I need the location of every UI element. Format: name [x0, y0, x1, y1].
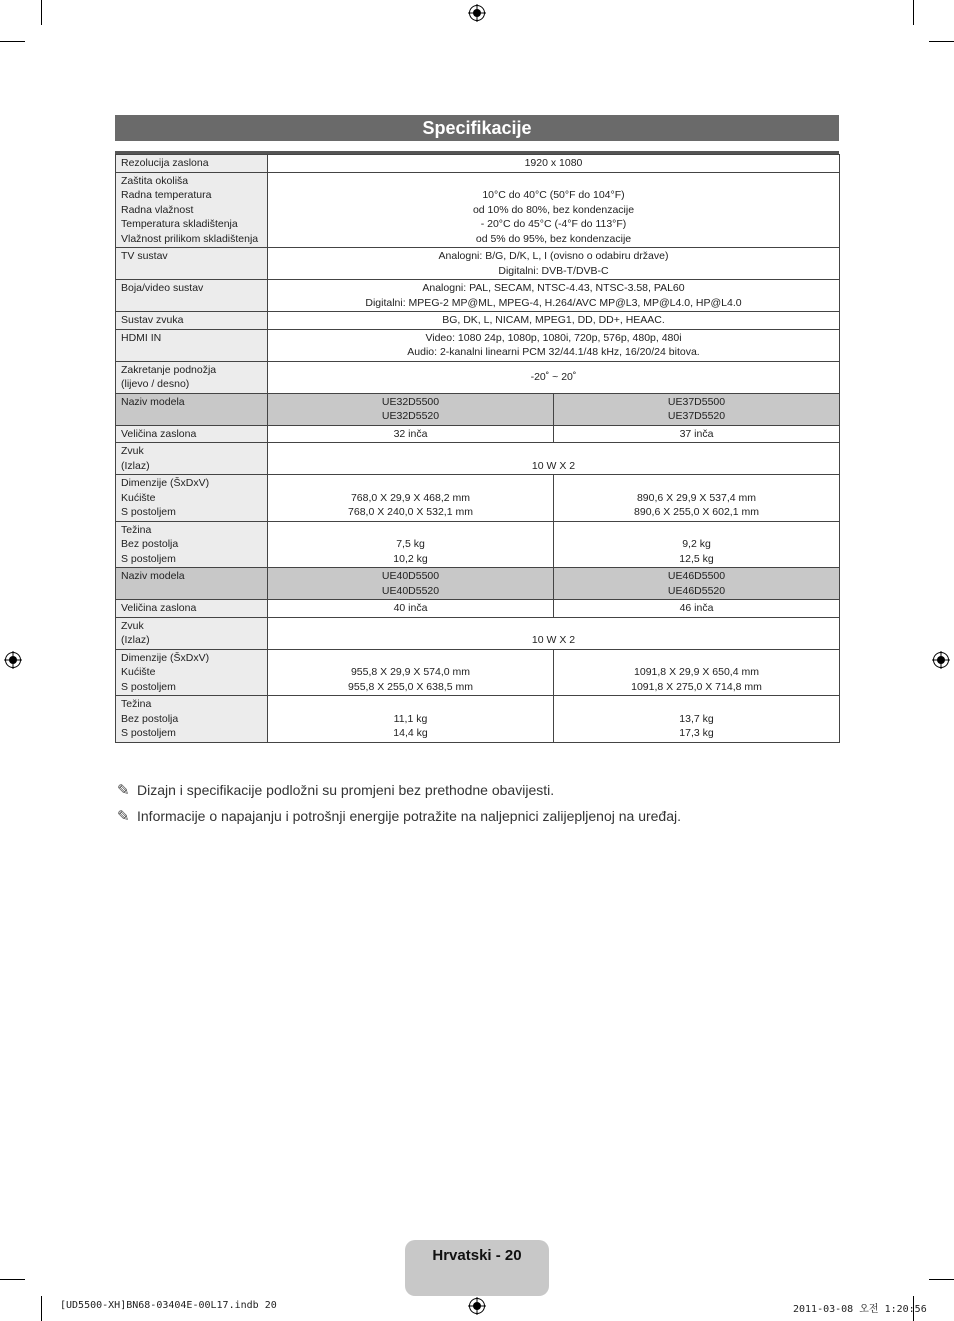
screen-size: [554, 600, 840, 618]
page-number-tab: [405, 1240, 549, 1296]
cell-line: 13,7 kg: [679, 712, 714, 725]
crop-mark: [929, 1279, 954, 1280]
table-row: [116, 649, 840, 696]
model-name: [554, 393, 840, 425]
cell-line: 955,8 X 255,0 X 638,5 mm: [348, 680, 473, 693]
cell-line: TV sustav: [121, 250, 168, 262]
weight: [554, 696, 840, 743]
cell-line: Veličina zaslona: [121, 602, 197, 614]
cell-line: Analogni: PAL, SECAM, NTSC-4.43, NTSC-3.58, PAL60: [422, 282, 685, 294]
cell-line: Video: 1080 24p, 1080p, 1080i, 720p, 576p, 480p, 480i: [425, 331, 682, 344]
row-label: [116, 280, 268, 312]
model-name: [268, 568, 554, 600]
registration-mark-icon: [932, 651, 950, 669]
cell-line: 10 W X 2: [531, 459, 576, 472]
registration-mark-icon: [468, 4, 486, 22]
table-row: [116, 280, 840, 312]
table-row: [116, 329, 840, 361]
row-label: [116, 568, 268, 600]
cell-line: Analogni: B/G, D/K, L, I (ovisno o odabiru države): [438, 250, 669, 262]
row-value: [268, 280, 840, 312]
sound-output: [268, 443, 840, 475]
dimensions: [268, 475, 554, 522]
cell-line: od 5% do 95%, bez kondenzacije: [475, 232, 632, 245]
cell-line: UE40D5500: [381, 570, 440, 582]
row-label: [116, 649, 268, 696]
cell-line: (Izlaz): [121, 459, 150, 472]
cell-line: Bez postolja: [121, 712, 179, 725]
cell-line: 955,8 X 29,9 X 574,0 mm: [350, 666, 471, 678]
crop-mark: [913, 0, 914, 25]
row-value: [268, 361, 840, 393]
table-row: [116, 475, 840, 522]
table-row: [116, 172, 840, 248]
cell-line: (lijevo / desno): [121, 378, 190, 390]
note-2: [117, 807, 681, 825]
cell-line: 10 W X 2: [531, 634, 576, 646]
cell-line: Rezolucija zaslona: [121, 157, 209, 169]
crop-mark: [0, 41, 25, 42]
cell-line: S postoljem: [121, 552, 176, 565]
cell-line: Veličina zaslona: [121, 427, 197, 440]
pencil-note-icon: ✎: [117, 782, 130, 799]
cell-line: Digitalni: DVB-T/DVB-C: [498, 264, 609, 277]
row-label: [116, 155, 268, 173]
dimensions: [554, 649, 840, 696]
cell-line: HDMI IN: [121, 331, 162, 344]
cell-line: 10°C do 40°C (50°F do 104°F): [482, 189, 625, 201]
row-label: [116, 393, 268, 425]
cell-line: Dimenzije (ŠxDxV): [121, 651, 210, 664]
cell-line: 10,2 kg: [393, 552, 428, 565]
cell-line: 37 inča: [679, 427, 714, 440]
cell-line: UE37D5500: [667, 395, 726, 408]
page-title: Specifikacije: [115, 115, 839, 141]
crop-mark: [929, 41, 954, 42]
pencil-note-icon: ✎: [117, 808, 130, 825]
cell-line: Zakretanje podnožja: [121, 363, 217, 376]
row-label: [116, 248, 268, 280]
cell-line: 40 inča: [393, 602, 428, 614]
sound-output: [268, 617, 840, 649]
screen-size: [268, 600, 554, 618]
cell-line: UE46D5520: [667, 584, 726, 597]
cell-line: Kućište: [121, 491, 156, 504]
registration-mark-icon: [4, 651, 22, 669]
table-row-model: [116, 393, 840, 425]
table-row: [116, 312, 840, 330]
row-label: [116, 475, 268, 522]
cell-line: - 20°C do 45°C (-4°F do 113°F): [480, 218, 627, 230]
spec-table: [115, 154, 840, 743]
row-value: [268, 329, 840, 361]
cell-line: Vlažnost prilikom skladištenja: [121, 232, 259, 245]
cell-line: (Izlaz): [121, 634, 150, 646]
cell-line: 890,6 X 255,0 X 602,1 mm: [634, 506, 759, 518]
model-name: [268, 393, 554, 425]
table-row: [116, 361, 840, 393]
cell-line: 14,4 kg: [393, 727, 428, 739]
cell-line: 1920 x 1080: [524, 157, 583, 169]
page-number: Hrvatski - 20: [432, 1247, 522, 1264]
slug-right: 2011-03-08 오전 1:20:56: [793, 1304, 927, 1315]
crop-mark: [0, 1279, 25, 1280]
row-label: [116, 443, 268, 475]
table-row: [116, 696, 840, 743]
note-text: Dizajn i specifikacije podložni su promjeni bez prethodne obavijesti.: [137, 782, 555, 798]
cell-line: S postoljem: [121, 506, 176, 518]
cell-line: UE46D5500: [667, 570, 726, 582]
table-row: [116, 248, 840, 280]
row-label: [116, 425, 268, 443]
dimensions: [268, 649, 554, 696]
cell-line: -20˚ ~ 20˚: [530, 370, 577, 383]
cell-line: 46 inča: [679, 602, 714, 614]
crop-mark: [41, 1296, 42, 1321]
table-row-model: [116, 568, 840, 600]
row-label: [116, 600, 268, 618]
row-label: [116, 312, 268, 330]
cell-line: Digitalni: MPEG-2 MP@ML, MPEG-4, H.264/AVC MP@L3, MP@L4.0, HP@L4.0: [365, 296, 742, 309]
cell-line: 768,0 X 29,9 X 468,2 mm: [350, 491, 471, 504]
row-label: [116, 521, 268, 568]
cell-line: Naziv modela: [121, 570, 185, 582]
screen-size: [554, 425, 840, 443]
row-value: [268, 172, 840, 248]
cell-line: Kućište: [121, 666, 156, 678]
cell-line: Audio: 2-kanalni linearni PCM 32/44.1/48 kHz, 16/20/24 bitova.: [407, 346, 700, 358]
note-text: Informacije o napajanju i potrošnji energije potražite na naljepnici zalijepljenoj na uređaj.: [137, 808, 682, 824]
cell-line: 768,0 X 240,0 X 532,1 mm: [348, 506, 473, 518]
cell-line: Radna vlažnost: [121, 203, 194, 216]
row-value: [268, 248, 840, 280]
cell-line: UE40D5520: [381, 584, 440, 597]
cell-line: Zaštita okoliša: [121, 174, 189, 187]
cell-line: Sustav zvuka: [121, 314, 184, 326]
row-label: [116, 617, 268, 649]
row-value: [268, 312, 840, 330]
table-row: [116, 155, 840, 173]
cell-line: BG, DK, L, NICAM, MPEG1, DD, DD+, HEAAC.: [442, 314, 665, 326]
table-row: [116, 521, 840, 568]
weight: [554, 521, 840, 568]
cell-line: Radna temperatura: [121, 189, 212, 201]
screen-size: [268, 425, 554, 443]
cell-line: Težina: [121, 698, 152, 710]
cell-line: Dimenzije (ŠxDxV): [121, 477, 210, 489]
table-row: [116, 425, 840, 443]
cell-line: Zvuk: [121, 445, 144, 457]
table-row: [116, 600, 840, 618]
row-value: [268, 155, 840, 173]
cell-line: 9,2 kg: [682, 538, 711, 550]
row-label: [116, 329, 268, 361]
cell-line: Bez postolja: [121, 538, 179, 550]
cell-line: Temperatura skladištenja: [121, 218, 238, 230]
crop-mark: [41, 0, 42, 25]
cell-line: Težina: [121, 523, 152, 536]
weight: [268, 696, 554, 743]
cell-line: od 10% do 80%, bez kondenzacije: [472, 203, 635, 216]
row-label: [116, 696, 268, 743]
cell-line: 17,3 kg: [679, 727, 714, 739]
cell-line: UE37D5520: [667, 410, 726, 422]
cell-line: UE32D5500: [381, 395, 440, 408]
dimensions: [554, 475, 840, 522]
cell-line: Zvuk: [121, 619, 144, 632]
cell-line: 7,5 kg: [396, 538, 425, 550]
cell-line: 11,1 kg: [393, 712, 428, 725]
cell-line: S postoljem: [121, 680, 176, 693]
cell-line: S postoljem: [121, 727, 176, 739]
row-label: [116, 361, 268, 393]
registration-mark-icon: [468, 1297, 486, 1315]
note-1: [117, 781, 554, 799]
spec-table-body: [116, 155, 840, 743]
weight: [268, 521, 554, 568]
model-name: [554, 568, 840, 600]
row-label: [116, 172, 268, 248]
cell-line: 1091,8 X 29,9 X 650,4 mm: [634, 666, 759, 678]
cell-line: Naziv modela: [121, 395, 185, 408]
table-row: [116, 617, 840, 649]
cell-line: UE32D5520: [381, 410, 440, 422]
slug-left: [UD5500-XH]BN68-03404E-00L17.indb 20: [60, 1300, 277, 1311]
cell-line: 32 inča: [393, 427, 428, 440]
table-row: [116, 443, 840, 475]
cell-line: 890,6 X 29,9 X 537,4 mm: [636, 491, 757, 504]
cell-line: Boja/video sustav: [121, 282, 204, 294]
cell-line: 1091,8 X 275,0 X 714,8 mm: [631, 680, 762, 693]
cell-line: 12,5 kg: [679, 552, 714, 565]
